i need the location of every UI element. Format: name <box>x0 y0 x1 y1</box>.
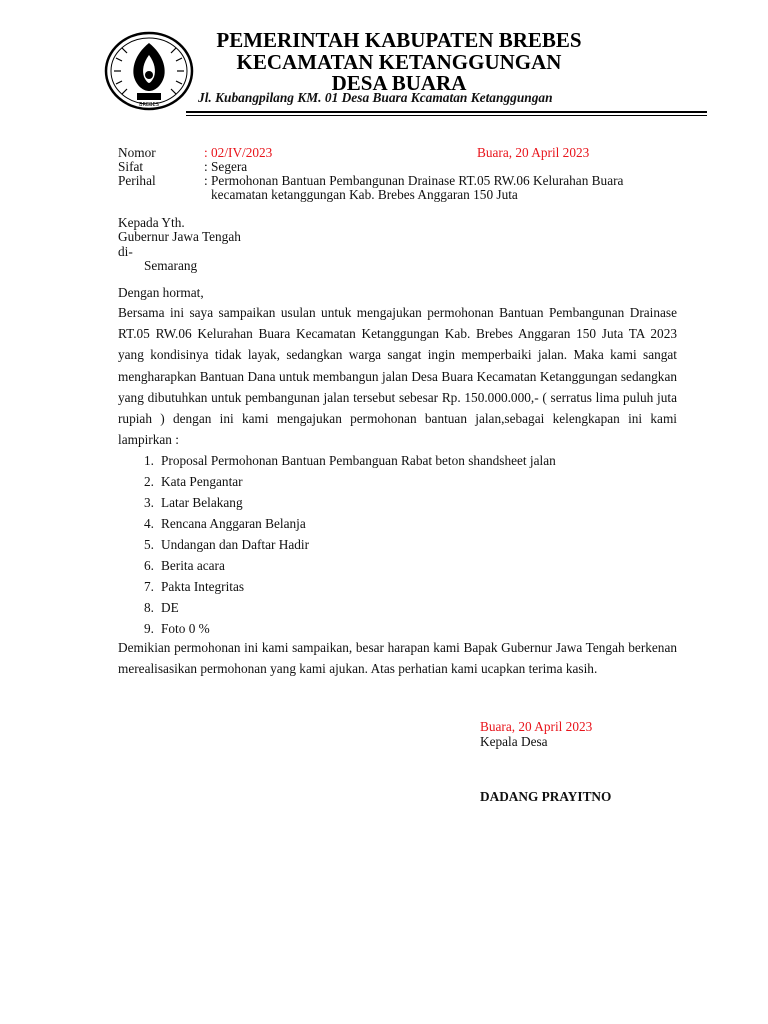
list-item-number: 5. <box>144 537 154 552</box>
list-item-number: 1. <box>144 453 154 468</box>
letterhead-address: Jl. Kubangpilang KM. 01 Desa Buara Kcamatan Ketanggungan <box>198 90 553 105</box>
letterhead-title-district: KECAMATAN KETANGGUNGAN <box>236 50 562 74</box>
list-item-number: 7. <box>144 579 154 594</box>
list-item-number: 9. <box>144 621 154 636</box>
list-item-text: Undangan dan Daftar Hadir <box>161 537 310 552</box>
list-item-number: 6. <box>144 558 154 573</box>
brebes-regency-logo <box>104 31 194 111</box>
sifat-label: Sifat <box>118 159 144 174</box>
recipient-di: di- <box>118 244 133 259</box>
perihal-value-line1: : Permohonan Bantuan Pembangunan Drainase RT.05 RW.06 Kelurahan Buara <box>204 173 624 188</box>
list-item-number: 2. <box>144 474 154 489</box>
list-item-text: Kata Pengantar <box>161 474 243 489</box>
letterhead-title-village: DESA BUARA <box>331 71 467 95</box>
signature-date: Buara, 20 April 2023 <box>480 719 593 734</box>
signature-title: Kepala Desa <box>480 734 548 749</box>
list-item-text: Latar Belakang <box>161 495 243 510</box>
perihal-value-line2: kecamatan ketanggungan Kab. Brebes Anggaran 150 Juta <box>211 187 518 202</box>
recipient-city: Semarang <box>144 258 198 273</box>
letterhead-divider-thick <box>186 111 707 113</box>
list-item-number: 4. <box>144 516 154 531</box>
list-item-text: Rencana Anggaran Belanja <box>161 516 306 531</box>
recipient-salutation: Kepada Yth. <box>118 215 185 230</box>
closing-paragraph: Demikian permohonan ini kami sampaikan, besar harapan kami Bapak Gubernur Jawa Tengah berkenan merealisasikan permohonan yang kami ajukan. Atas perhatian kami ucapkan terima kasih. <box>118 640 677 677</box>
perihal-label: Perihal <box>118 173 156 188</box>
list-item-text: Berita acara <box>161 558 225 573</box>
list-item-text: Foto 0 % <box>161 621 210 636</box>
greeting: Dengan hormat, <box>118 285 204 300</box>
letterhead-title-regency: PEMERINTAH KABUPATEN BREBES <box>216 28 582 52</box>
recipient-name: Gubernur Jawa Tengah <box>118 229 241 244</box>
list-item-text: Proposal Permohonan Bantuan Pembanguan Rabat beton shandsheet jalan <box>161 453 556 468</box>
svg-text:BREBES: BREBES <box>139 102 159 108</box>
body-paragraph: Bersama ini saya sampaikan usulan untuk mengajukan permohonan Bantuan Pembangunan Drainase RT.05 RW.06 Kelurahan Buara Kecamatan Ketanggungan Kab. Brebes Anggaran 150 Juta TA 2023 yang kondisinya tidak layak, sedangkan warga sangat ingin memperbaiki jalan. Maka kami sangat mengharapkan Bantuan Dana untuk membangun jalan Desa Buara Kecamatan Ketanggungan sedangkan yang dibutuhkan untuk pembangunan jalan tersebut sebesar Rp. 150.000.000,- ( serratus lima puluh juta rupiah ) dengan ini kami mengajukan permohonan bantuan jalan,sebagai kelengkapan ini kami lampirkan : <box>118 305 677 448</box>
list-item-text: DE <box>161 600 179 615</box>
nomor-value: : 02/IV/2023 <box>204 145 273 160</box>
list-item-text: Pakta Integritas <box>161 579 245 594</box>
sifat-value: : Segera <box>204 159 248 174</box>
list-item-number: 3. <box>144 495 154 510</box>
letterhead-divider-thin <box>186 115 707 116</box>
nomor-label: Nomor <box>118 145 156 160</box>
list-item-number: 8. <box>144 600 154 615</box>
signatory-name: DADANG PRAYITNO <box>480 789 612 804</box>
letter-date: Buara, 20 April 2023 <box>477 145 590 160</box>
